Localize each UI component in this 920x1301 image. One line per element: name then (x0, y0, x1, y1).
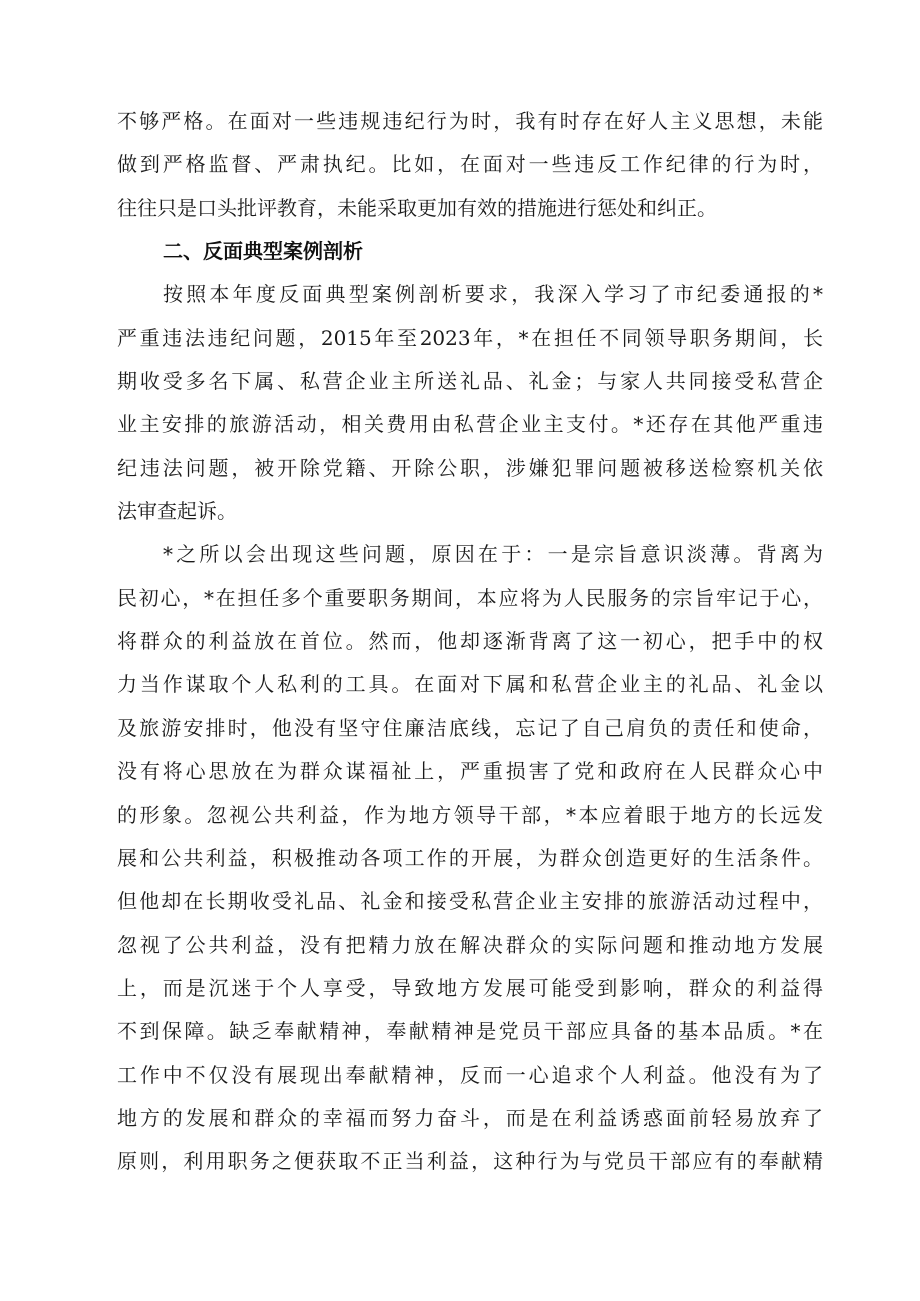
paragraph-line: 往往只是口头批评教育，未能采取更加有效的措施进行惩处和纠正。 (117, 195, 717, 220)
paragraph-line: 不到保障。缺乏奉献精神，奉献精神是党员干部应具备的基本品质。*在 (117, 1019, 823, 1044)
paragraph-line: 不够严格。在面对一些违规违纪行为时，我有时存在好人主义思想，未能 (117, 109, 823, 133)
paragraph-line: 原则，利用职务之便获取不正当利益，这种行为与党员干部应有的奉献精 (117, 1149, 823, 1174)
paragraph-line: 民初心，*在担任多个重要职务期间，本应将为人民服务的宗旨牢记于心， (117, 585, 823, 610)
paragraph-line: 业主安排的旅游活动，相关费用由私营企业主支付。*还存在其他严重违 (117, 412, 823, 437)
paragraph-line: 按照本年度反面典型案例剖析要求，我深入学习了市纪委通报的* (163, 282, 823, 307)
paragraph-line: 做到严格监督、严肃执纪。比如，在面对一些违反工作纪律的行为时， (117, 152, 823, 177)
paragraph-continued (117, 100, 823, 230)
paragraph-line: 严重违法违纪问题，2015年至2023年，*在担任不同领导职务期间，长 (117, 325, 823, 350)
paragraph-case-summary (117, 273, 823, 533)
paragraph-line: 的形象。忽视公共利益，作为地方领导干部，*本应着眼于地方的长远发 (117, 802, 823, 827)
paragraph-cause-analysis (117, 533, 823, 1183)
paragraph-line: 法审查起诉。 (117, 499, 237, 524)
paragraph-line: 但他却在长期收受礼品、礼金和接受私营企业主安排的旅游活动过程中， (117, 889, 823, 914)
section-heading: 二、反面典型案例剖析 (163, 239, 363, 264)
document-body (117, 100, 823, 1184)
paragraph-line: 纪违法问题，被开除党籍、开除公职，涉嫌犯罪问题被移送检察机关依 (117, 455, 823, 480)
paragraph-line: 工作中不仅没有展现出奉献精神，反而一心追求个人利益。他没有为了 (117, 1062, 823, 1087)
paragraph-line: 地方的发展和群众的幸福而努力奋斗，而是在利益诱惑面前轻易放弃了 (117, 1105, 823, 1130)
paragraph-line: 没有将心思放在为群众谋福祉上，严重损害了党和政府在人民群众心中 (117, 759, 823, 784)
paragraph-line: *之所以会出现这些问题，原因在于：一是宗旨意识淡薄。背离为 (163, 542, 823, 567)
paragraph-line: 力当作谋取个人私利的工具。在面对下属和私营企业主的礼品、礼金以 (117, 672, 823, 697)
paragraph-line: 及旅游安排时，他没有坚守住廉洁底线，忘记了自己肩负的责任和使命， (117, 715, 823, 740)
paragraph-line: 将群众的利益放在首位。然而，他却逐渐背离了这一初心，把手中的权 (117, 629, 823, 654)
paragraph-line: 忽视了公共利益，没有把精力放在解决群众的实际问题和推动地方发展 (117, 932, 823, 957)
paragraph-line: 上，而是沉迷于个人享受，导致地方发展可能受到影响，群众的利益得 (117, 975, 823, 1000)
paragraph-line: 期收受多名下属、私营企业主所送礼品、礼金；与家人共同接受私营企 (117, 369, 823, 394)
paragraph-line: 展和公共利益，积极推动各项工作的开展，为群众创造更好的生活条件。 (117, 845, 823, 870)
